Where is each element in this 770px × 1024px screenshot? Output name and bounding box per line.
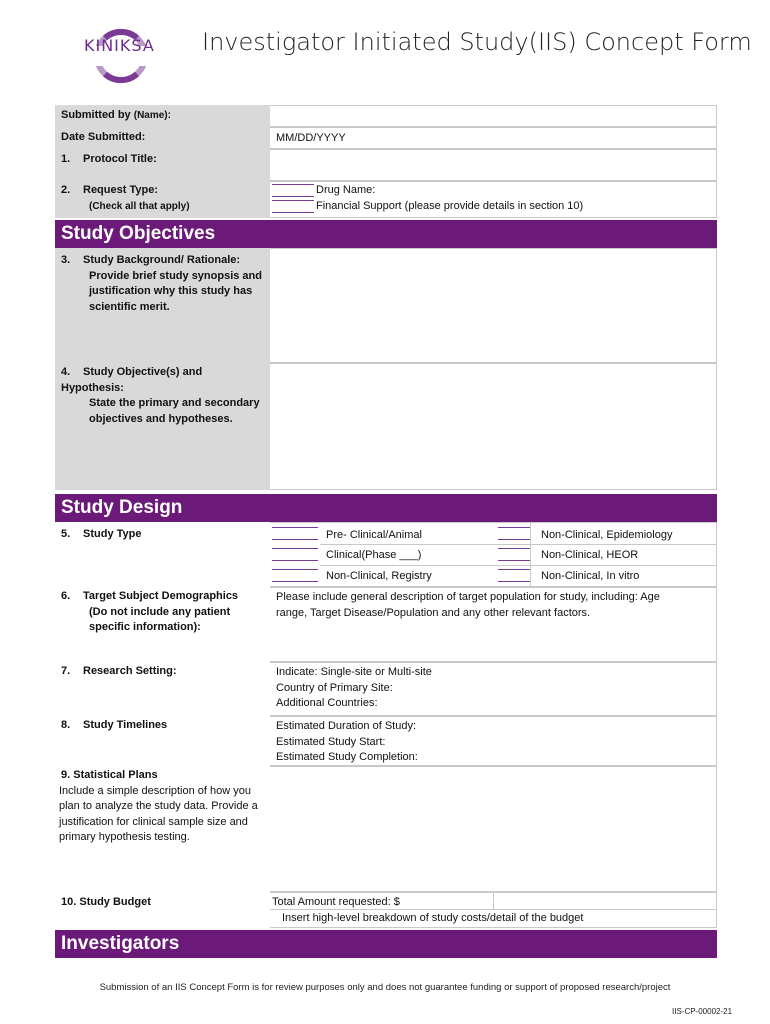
epidemiology-checkbox[interactable] xyxy=(498,527,530,540)
timelines-field[interactable]: Estimated Duration of Study: Estimated Study Start: Estimated Study Completion: xyxy=(270,716,717,766)
option-preclinical: Pre- Clinical/Animal xyxy=(326,529,422,541)
request-type-label: 2. Request Type: (Check all that apply) xyxy=(55,181,270,218)
option-in-vitro: Non-Clinical, In vitro xyxy=(541,570,640,582)
option-registry: Non-Clinical, Registry xyxy=(326,570,432,582)
heor-checkbox[interactable] xyxy=(498,548,530,561)
demographics-field[interactable]: Please include general description of target population for study, including: Age range, Target Disease/Population and any other relevant factors. xyxy=(270,587,717,662)
setting-label: 7. Research Setting: xyxy=(55,662,270,716)
page-title: Investigator Initiated Study(IIS) Concept Form xyxy=(202,28,752,56)
financial-support-checkbox[interactable] xyxy=(272,200,314,213)
date-submitted-label: Date Submitted: xyxy=(55,127,270,149)
timelines-label: 8. Study Timelines xyxy=(55,716,270,766)
option-drug-name: Drug Name: xyxy=(316,184,376,196)
statistical-field[interactable] xyxy=(270,766,717,892)
preclinical-checkbox[interactable] xyxy=(272,527,318,540)
budget-field[interactable]: Total Amount requested: $ Insert high-level breakdown of study costs/detail of the budget xyxy=(270,892,717,928)
form-code: IIS-CP-00002-21 xyxy=(672,1007,733,1016)
option-clinical: Clinical(Phase ___) xyxy=(326,549,422,561)
setting-field[interactable]: Indicate: Single-site or Multi-site Country of Primary Site: Additional Countries: xyxy=(270,662,717,716)
hypothesis-field[interactable] xyxy=(270,363,717,490)
protocol-title-label: 1. Protocol Title: xyxy=(55,149,270,181)
option-epidemiology: Non-Clinical, Epidemiology xyxy=(541,529,673,541)
registry-checkbox[interactable] xyxy=(272,569,318,582)
section-investigators: Investigators xyxy=(55,930,717,958)
hypothesis-label: 4. Study Objective(s) and Hypothesis: State the primary and secondary objectives and hypotheses. xyxy=(55,363,270,490)
option-heor: Non-Clinical, HEOR xyxy=(541,549,639,561)
in-vitro-checkbox[interactable] xyxy=(498,569,530,582)
submitted-by-field[interactable] xyxy=(270,105,717,127)
drug-name-checkbox[interactable] xyxy=(272,184,314,197)
budget-label: 10. Study Budget xyxy=(55,892,270,928)
date-submitted-field[interactable]: MM/DD/YYYY xyxy=(270,127,717,149)
option-financial-support: Financial Support (please provide details in section 10) xyxy=(316,200,584,212)
demographics-label: 6. Target Subject Demographics (Do not include any patient specific information): xyxy=(55,587,270,662)
submitted-by-label: Submitted by (Name): xyxy=(55,105,270,127)
logo-text: KINIKSA xyxy=(84,36,155,55)
section-study-objectives: Study Objectives xyxy=(55,220,717,248)
background-field[interactable] xyxy=(270,248,717,363)
protocol-title-field[interactable] xyxy=(270,149,717,181)
clinical-checkbox[interactable] xyxy=(272,548,318,561)
statistical-label: 9. Statistical Plans Include a simple description of how you plan to analyze the study data. Provide a justification for clinical sample size and primary hypothesis testing. xyxy=(55,766,270,892)
section-study-design: Study Design xyxy=(55,494,717,522)
study-type-label: 5. Study Type xyxy=(55,522,270,587)
footer-note: Submission of an IIS Concept Form is for review purposes only and does not guarantee funding or support of proposed research/project xyxy=(99,982,671,993)
background-label: 3. Study Background/ Rationale: Provide brief study synopsis and justification why this study has scientific merit. xyxy=(55,248,270,363)
